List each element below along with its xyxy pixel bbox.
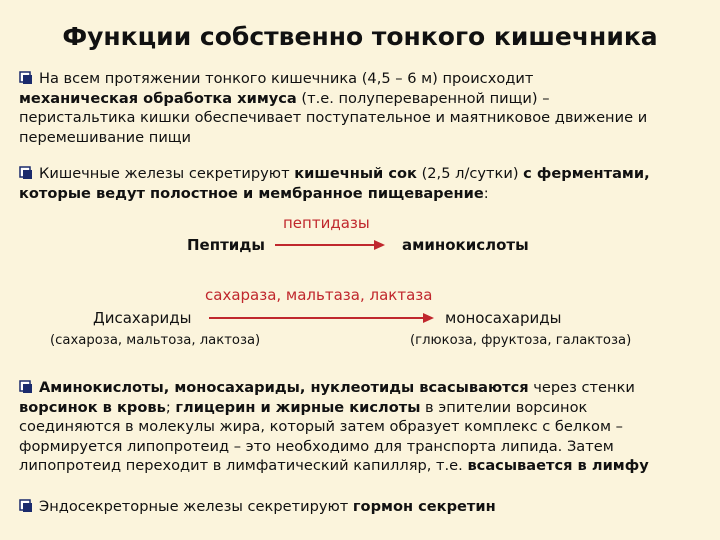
reaction-arrow-icon: [209, 309, 436, 327]
checkbox-bullet-icon: [19, 380, 33, 394]
paragraph-mechanical-processing: [19, 69, 709, 147]
disaccharides-examples: (сахароза, мальтоза, лактоза): [50, 333, 261, 348]
reaction-arrow-icon: [275, 236, 387, 254]
paragraph-absorption: [19, 378, 709, 476]
product-monosaccharides: моносахариды: [445, 309, 562, 327]
monosaccharides-examples: (глюкоза, фруктоза, галактоза): [410, 333, 632, 348]
p3-line-4: формируется липопротеид – это необходимо для транспорта липида. Затем: [19, 437, 614, 455]
paragraph-intestinal-juice: [19, 164, 709, 203]
paragraph-secretin: [19, 497, 709, 517]
checkbox-bullet-icon: [19, 71, 33, 85]
p1-line-1: На всем протяжении тонкого кишечника (4,5 – 6 м) происходит: [19, 69, 709, 89]
p3-line-3: соединяются в молекулы жира, который затем образует комплекс с белком –: [19, 418, 623, 436]
checkbox-bullet-icon: [19, 166, 33, 180]
substrate-peptides: Пептиды: [187, 236, 265, 254]
slide-title: Функции собственно тонкого кишечника: [62, 22, 658, 51]
p1-line-3: перистальтика кишки обеспечивает поступательное и маятниковое движение и: [19, 109, 648, 127]
substrate-disaccharides: Дисахариды: [93, 309, 192, 327]
p2-line-2: которые ведут полостное и мембранное пищеварение:: [19, 184, 489, 202]
enzyme-peptidases: пептидазы: [283, 214, 370, 232]
p3-line-5: липопротеид переходит в лимфатический капилляр, т.е. всасывается в лимфу: [19, 457, 649, 475]
p2-line-1: Кишечные железы секретируют кишечный сок (2,5 л/сутки) с ферментами,: [19, 164, 709, 184]
p3-line-2: ворсинок в кровь; глицерин и жирные кислоты в эпителии ворсинок: [19, 398, 588, 416]
p4-line-1: Эндосекреторные железы секретируют гормон секретин: [19, 497, 709, 517]
checkbox-bullet-icon: [19, 499, 33, 513]
p3-line-1: Аминокислоты, моносахариды, нуклеотиды всасываются через стенки: [19, 378, 709, 398]
p1-line-2: механическая обработка химуса (т.е. полупереваренной пищи) –: [19, 89, 550, 107]
p1-line-4: перемешивание пищи: [19, 128, 192, 146]
enzyme-disaccharidases: сахараза, мальтаза, лактаза: [205, 286, 433, 304]
product-amino-acids: аминокислоты: [402, 236, 529, 254]
